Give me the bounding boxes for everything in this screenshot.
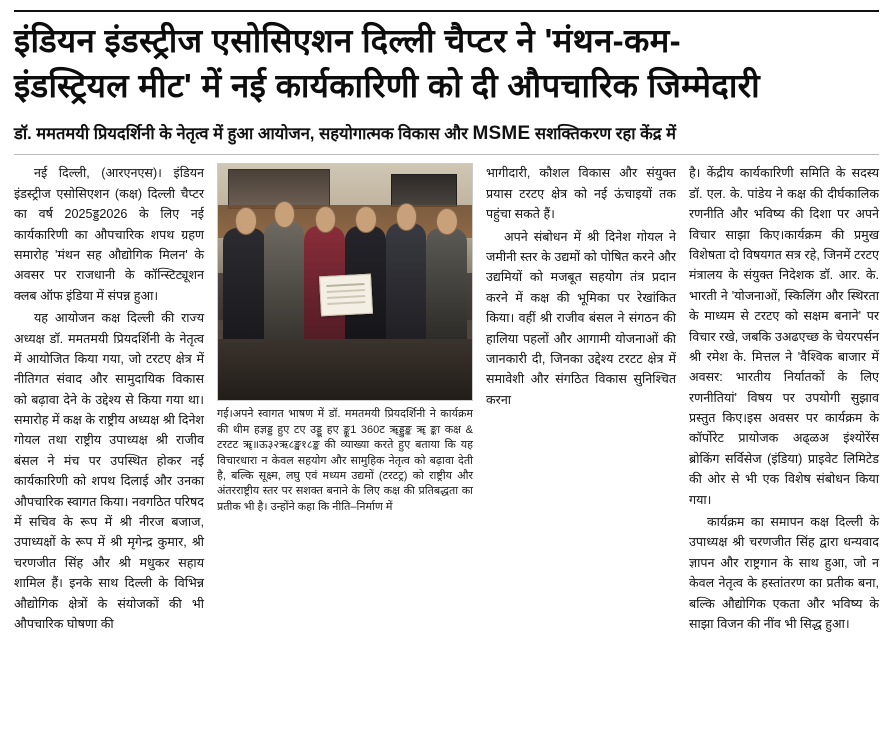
photo-person xyxy=(386,223,427,358)
article-column-4 xyxy=(689,163,879,655)
paragraph: अपने संबोधन में श्री दिनेश गोयल ने जमीनी स्तर के उद्यमों को पोषित करने और उद्यमियों को मजबूत सहयोग तंत्र प्रदान करने में कक्ष की भूमिका पर रेखांकित किया। वहीं श्री राजीव बंसल ने संगठन की हालिया पहलों और आगामी योजनाओं की जानकारी दी, जिनका उद्देश्य टरटट क्षेत्र में समावेशी और संगठित विकास सुनिश्चित करना xyxy=(486,229,676,407)
photo-image xyxy=(218,164,472,400)
sub-headline-after: सशक्तिकरण रहा केंद्र में xyxy=(530,124,676,143)
photo-person xyxy=(264,221,305,358)
paragraph: भागीदारी, कौशल विकास और संयुक्त प्रयास टरटए क्षेत्र को नई ऊंचाइयों तक पहुंचा सकते हैं। xyxy=(486,166,676,222)
sub-headline xyxy=(14,122,879,147)
photo-table xyxy=(218,339,472,400)
paragraph: नई दिल्ली, (आरएनएस)। इंडियन इंडस्ट्रीज एसोसिएशन (कक्ष) दिल्ली चैप्टर का वर्ष 2025ड्ड2026 के लिए नई कार्यकारिणी का औपचारिक शपथ ग्रहण समारोह 'मंथन सह औद्योगिक मिलन' के अवसर पर राजधानी के कॉन्स्टिट्यूशन क्लब ऑफ इंडिया में संपन्न हुआ। xyxy=(14,166,204,303)
headline-block xyxy=(14,10,879,110)
article-body xyxy=(14,163,879,655)
page-bottom-space xyxy=(14,655,879,659)
headline-line-1: इंडियन इंडस्ट्रीज एसोसिएशन दिल्ली चैप्टर ने 'मंथन-कम- xyxy=(14,22,681,59)
article-column-2 xyxy=(217,163,473,655)
photo-certificate xyxy=(319,274,373,317)
photo-screen xyxy=(391,174,457,207)
article-photo xyxy=(217,163,473,401)
paragraph: यह आयोजन कक्ष दिल्ली की राज्य अध्यक्ष डॉ. ममतमयी प्रियदर्शिनी के नेतृत्व में आयोजित किया गया, जो टरटए क्षेत्र में नीतिगत संवाद और सामुदायिक विकास को बढ़ावा देने के उद्देश्य से किया गया था।समारोह में कक्ष के राष्ट्रीय अध्यक्ष श्री दिनेश गोयल तथा राष्ट्रीय उपाध्यक्ष श्री राजीव बंसल ने मंच पर उपस्थित होकर नई कार्यकारिणी को शपथ दिलाई और उनका औपचारिक स्वागत किया। नवगठित परिषद में सचिव के रूप में श्री नीरज बजाज, उपाध्यक्षों के रूप में श्री मृगेन्द्र कुमार, श्री चरणजीत सिंह और श्री मधुकर सहाय शामिल हैं। इनके साथ दिल्ली के विभिन्न औद्योगिक क्षेत्रों के संयोजकों की भी औपचारिक घोषणा की xyxy=(14,311,204,631)
sub-headline-msme: MSME xyxy=(472,122,531,144)
header-divider xyxy=(14,154,879,155)
photo-person-head xyxy=(396,203,418,230)
headline-line-2: इंडस्ट्रियल मीट' में नई कार्यकारिणी को दी औपचारिक जिम्मेदारी xyxy=(14,66,761,104)
paragraph: कार्यक्रम का समापन कक्ष दिल्ली के उपाध्यक्ष श्री चरणजीत सिंह द्वारा धन्यवाद ज्ञापन और राष्ट्रगान के साथ हुआ, जो न केवल नेतृत्व के हस्तांतरण का प्रतीक बना, बल्कि औद्योगिक एकता और भविष्य के साझा विजन की नींव भी सिद्ध हुआ। xyxy=(689,515,879,631)
sub-headline-before: डॉ. ममतमयी प्रियदर्शिनी के नेतृत्व में हुआ आयोजन, सहयोगात्मक विकास और xyxy=(14,124,473,143)
paragraph: है। केंद्रीय कार्यकारिणी समिति के सदस्य डॉ. एल. के. पांडेय ने कक्ष की दीर्घकालिक रणनीति और भविष्य की दिशा पर अपने विचार साझा किए।कार्यक्रम की प्रमुख विशेषता दो विषयगत सत्र रहे, जिनमें टरटए मंत्रालय के संयुक्त निदेशक डॉ. आर. के. भारती ने 'योजनाओं, स्किलिंग और स्थिरता के माध्यम से टरटए को सक्षम बनाने' पर विचार रखे, जबकि उअढएच्छ के चेयरपर्सन श्री रमेश के. मित्तल ने 'वैश्विक बाजार में अवसर: भारतीय निर्यातकों के लिए रणनीतियां' विषय पर उपयोगी सुझाव प्रस्तुत किए।इस अवसर पर कार्यक्रम के कॉर्पोरेट प्रायोजक अढ्ळअ इंश्योरेंस ब्रोकिंग सर्विसेज (इंडिया) प्राइवेट लिमिटेड की ओर से भी एक विशेष संबोधन किया गया। xyxy=(689,166,879,507)
photo-person-head xyxy=(436,208,458,235)
column-2-text: गई।अपने स्वागत भाषण में डॉ. ममतमयी प्रियदर्शिनी ने कार्यक्रम की थीम हज्ञड्ड हुए टए उड्डू हए ङ्कू1 360ट ॠड्डुङ्क ॠ ङ्का कक्ष & टरटट ॠ॥ऊ३२ऋ८ङ्ख१८ङ्क की व्याख्या करते हुए बताया कि यह विचारधारा न केवल सहयोग और सामुहिक नेतृत्व को बढ़ावा देती है, बल्कि सूक्ष्म, लघु एवं मध्यम उद्यमों (टरटट्र) को राष्ट्रीय और अंतरराष्ट्रीय स्तर पर सशक्त बनाने के लिए कक्ष की प्रतिबद्धता का प्रतीक भी है। उन्होंने कहा कि नीति–निर्माण में xyxy=(217,408,473,513)
photo-person-head xyxy=(315,206,337,233)
article-column-3 xyxy=(486,163,676,655)
article-column-1 xyxy=(14,163,204,655)
photo-person-head xyxy=(355,206,377,233)
